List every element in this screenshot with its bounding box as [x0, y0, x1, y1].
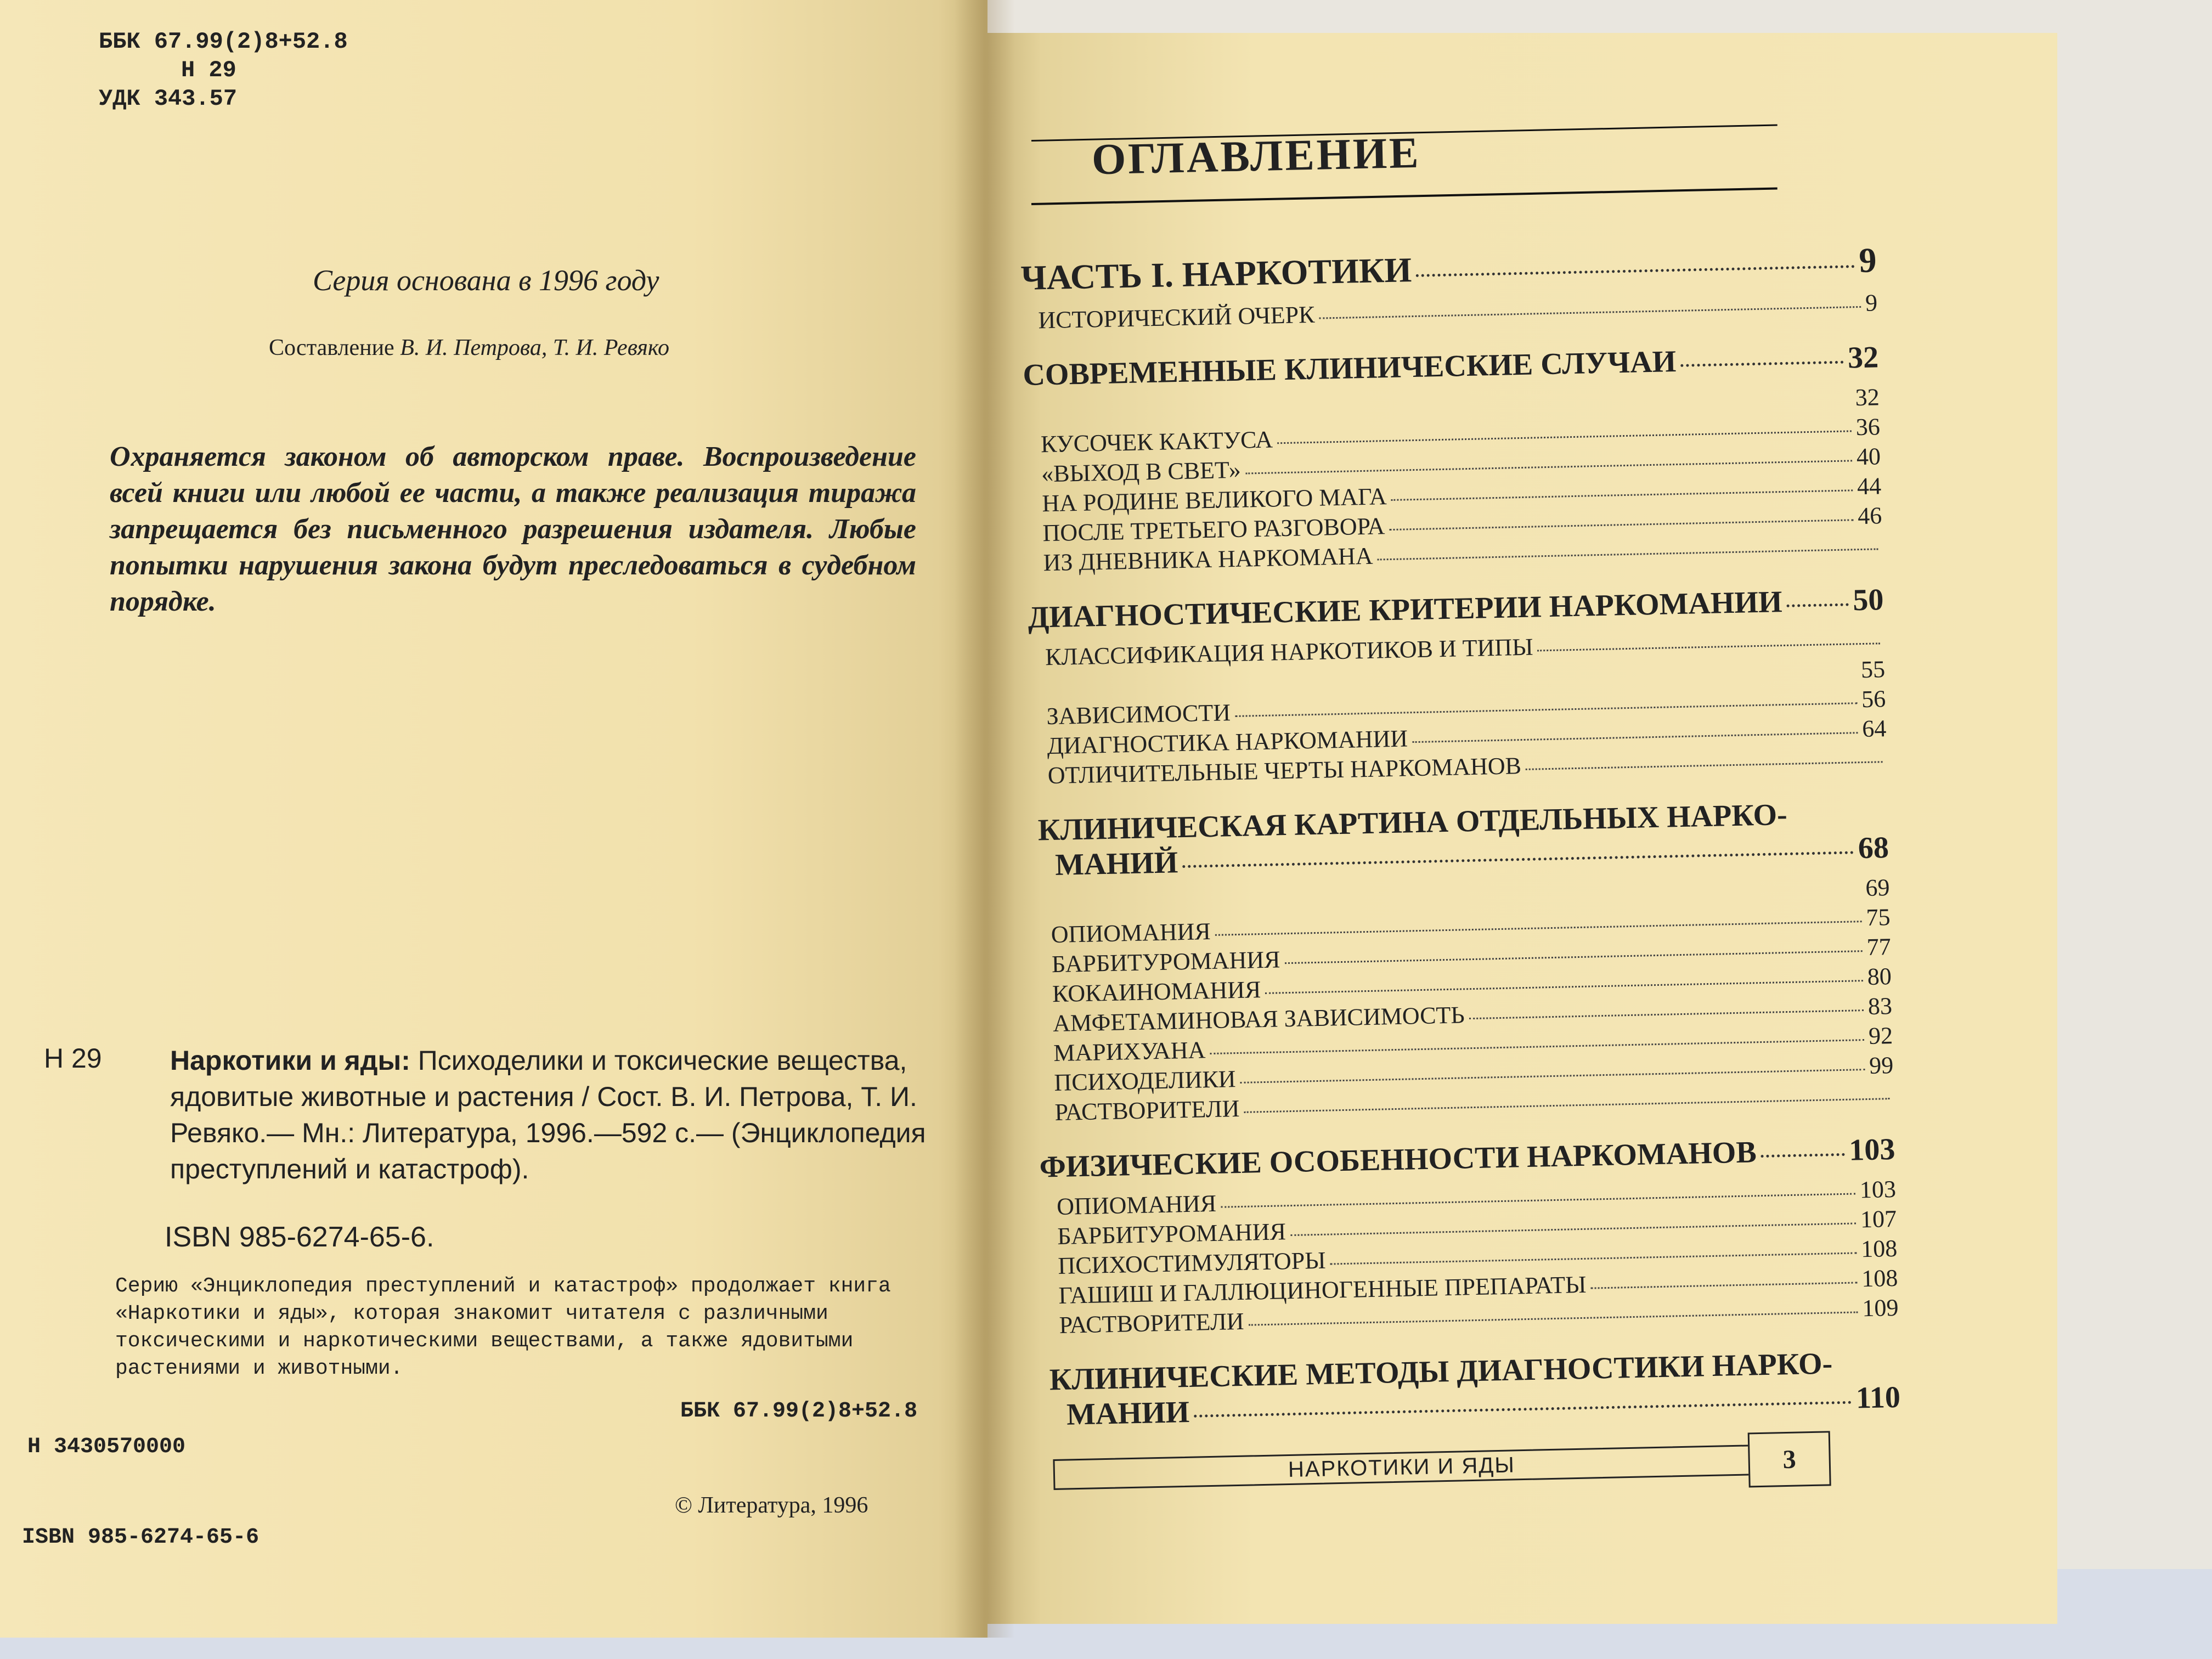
- toc-leader: [1319, 306, 1861, 319]
- compiled-by: [269, 335, 669, 361]
- toc-item-title: МАРИХУАНА: [1053, 1036, 1206, 1067]
- toc-leader: [1210, 1039, 1864, 1054]
- toc-chapter-page: 50: [1852, 583, 1884, 618]
- toc-leader: [1235, 702, 1857, 717]
- toc-item-title: АМФЕТАМИНОВАЯ ЗАВИСИМОСТЬ: [1052, 1001, 1465, 1037]
- toc-leader: [1245, 460, 1852, 474]
- bbk-bottom: ББК 67.99(2)8+52.8: [680, 1399, 918, 1424]
- toc-chapter-page: 110: [1855, 1380, 1901, 1415]
- toc-item-title: ДИАГНОСТИКА НАРКОМАНИИ: [1047, 725, 1408, 760]
- toc-item-page: 103: [1859, 1175, 1897, 1204]
- toc-item-page: 77: [1866, 933, 1892, 961]
- toc-item-title: РАСТВОРИТЕЛИ: [1054, 1094, 1240, 1126]
- toc-item-page: 40: [1856, 443, 1881, 471]
- bib-text: Психоделики и токсические вещества, ядовитые животные и растения / Сост. В. И. Петрова, Т. И. Ревяко.— Мн.: Литература, 1996.—592 с.— (Энциклопедия преступлений и катастроф).: [170, 1045, 926, 1184]
- toc-item-page: 64: [1861, 715, 1887, 743]
- author-mark: Н 29: [181, 57, 236, 83]
- toc-item-title: ПСИХОСТИМУЛЯТОРЫ: [1057, 1246, 1327, 1279]
- udk-code: УДК 343.57: [99, 86, 238, 112]
- toc-item-title: ЗАВИСИМОСТИ: [1046, 699, 1231, 730]
- toc-leader: [1265, 980, 1863, 994]
- toc-items: [1040, 1175, 1899, 1341]
- table-of-contents: [1020, 240, 1901, 1440]
- left-page: [0, 0, 988, 1638]
- toc-item-title: «ВЫХОД В СВЕТ»: [1041, 456, 1242, 488]
- toc-item-page: 9: [1865, 289, 1878, 317]
- toc-leader: [1182, 851, 1854, 868]
- toc-title: ОГЛАВЛЕНИЕ: [1091, 128, 1421, 184]
- toc-chapter-title: СОВРЕМЕННЫЕ КЛИНИЧЕСКИЕ СЛУЧАИ: [1022, 345, 1677, 392]
- toc-leader: [1221, 1193, 1855, 1207]
- toc-item-title: ИСТОРИЧЕСКИЙ ОЧЕРК: [1037, 301, 1315, 334]
- toc-leader: [1277, 430, 1852, 444]
- toc-item-title: ИЗ ДНЕВНИКА НАРКОМАНА: [1043, 542, 1374, 577]
- toc-item-page: 108: [1861, 1264, 1898, 1293]
- bib-title: Наркотики и яды:: [170, 1045, 410, 1076]
- toc-leader: [1538, 642, 1880, 651]
- toc-part-page: 9: [1858, 240, 1877, 280]
- toc-leader: [1378, 548, 1878, 560]
- toc-items: [1029, 625, 1887, 791]
- toc-item-page: 99: [1869, 1052, 1894, 1079]
- toc-item-title: РАСТВОРИТЕЛИ: [1059, 1307, 1245, 1339]
- toc-part-title: ЧАСТЬ I. НАРКОТИКИ: [1020, 250, 1412, 297]
- isbn-bottom: ISBN 985-6274-65-6: [22, 1525, 259, 1550]
- toc-item-page: 108: [1860, 1234, 1898, 1263]
- toc-leader: [1787, 603, 1849, 607]
- toc-leader: [1416, 265, 1854, 277]
- toc-chapter-title-line: КЛИНИЧЕСКАЯ КАРТИНА ОТДЕЛЬНЫХ НАРКО-: [1037, 797, 1788, 848]
- toc-item-page: 55: [1860, 656, 1886, 684]
- toc-chapter-title-line: КЛИНИЧЕСКИЕ МЕТОДЫ ДИАГНОСТИКИ НАРКО-: [1049, 1346, 1833, 1397]
- toc-item-title: БАРБИТУРОМАНИЯ: [1051, 946, 1280, 978]
- toc-chapter-page: 32: [1847, 340, 1879, 375]
- bbk-code: ББК 67.99(2)8+52.8: [99, 29, 348, 55]
- toc-leader: [1680, 361, 1843, 367]
- toc-chapter-page: 68: [1858, 831, 1889, 866]
- toc-item-title: НА РОДИНЕ ВЕЛИКОГО МАГА: [1041, 483, 1387, 517]
- compiled-names: В. И. Петрова, Т. И. Ревяко: [400, 335, 669, 360]
- toc-item-title: ГАШИШ И ГАЛЛЮЦИНОГЕННЫЕ ПРЕПАРАТЫ: [1058, 1271, 1587, 1309]
- toc-leader: [1330, 1252, 1857, 1265]
- toc-leader: [1761, 1153, 1845, 1158]
- classification-codes: [99, 27, 348, 113]
- toc-leader: [1285, 950, 1863, 964]
- copyright: © Литература, 1996: [675, 1493, 868, 1518]
- toc-leader: [1412, 732, 1858, 743]
- toc-item-page: 69: [1865, 874, 1890, 901]
- toc-leader: [1469, 1009, 1864, 1019]
- toc-item-page: 32: [1855, 383, 1880, 411]
- toc-leader: [1215, 921, 1862, 936]
- annotation: Серию «Энциклопедия преступлений и катастроф» продолжает книга «Наркотики и яды», которая знакомит читателя с различными токсическими и наркотическими веществами, а также ядовитыми растениями и животными.: [115, 1274, 891, 1380]
- bibliographic-record: [170, 1042, 949, 1187]
- copyright-notice: Охраняется законом об авторском праве. Воспроизведение всей книги или любой ее части, а также реализация тиража запрещается без письменного разрешения издателя. Любые попытки нарушения закона будут преследоваться в судебном порядке.: [110, 441, 916, 617]
- toc-item-title: КОКАИНОМАНИЯ: [1052, 976, 1261, 1008]
- series-founded: Серия основана в 1996 году: [313, 264, 659, 297]
- toc-leader: [1249, 1311, 1858, 1325]
- toc-leader: [1290, 1222, 1856, 1236]
- toc-leader: [1194, 1401, 1852, 1418]
- toc-item-page: 36: [1855, 413, 1881, 441]
- toc-leader: [1244, 1098, 1889, 1113]
- toc-chapter-page: 103: [1848, 1132, 1896, 1167]
- footer-label: НАРКОТИКИ И ЯДЫ: [1288, 1452, 1516, 1482]
- h-number: Н 3430570000: [27, 1435, 186, 1459]
- toc-item-title: БАРБИТУРОМАНИЯ: [1057, 1218, 1286, 1250]
- toc-chapter-title: МАНИЙ: [1054, 845, 1178, 882]
- toc-leader: [1590, 1282, 1857, 1289]
- toc-item-page: 92: [1868, 1022, 1893, 1049]
- toc-chapter-title: МАНИИ: [1066, 1395, 1190, 1432]
- toc-items: [1034, 873, 1894, 1128]
- toc-leader: [1389, 519, 1853, 531]
- toc-item-title: ПСИХОДЕЛИКИ: [1053, 1065, 1237, 1097]
- toc-chapter-title: ДИАГНОСТИЧЕСКИЕ КРИТЕРИИ НАРКОМАНИИ: [1028, 585, 1783, 635]
- bib-code: Н 29: [44, 1043, 102, 1074]
- toc-item-page: 44: [1857, 472, 1882, 500]
- toc-leader: [1240, 1069, 1865, 1084]
- toc-item-page: 75: [1866, 904, 1891, 931]
- isbn-main: ISBN 985-6274-65-6.: [165, 1221, 435, 1253]
- toc-item-title: КУСОЧЕК КАКТУСА: [1040, 426, 1273, 458]
- toc-item-page: 80: [1867, 963, 1892, 990]
- toc-item-title: КЛАССИФИКАЦИЯ НАРКОТИКОВ И ТИПЫ: [1045, 633, 1534, 671]
- toc-item-page: 109: [1861, 1294, 1899, 1322]
- toc-item-page: 56: [1861, 685, 1886, 713]
- compiled-label: Составление: [269, 335, 400, 360]
- toc-item-page: 83: [1867, 992, 1893, 1020]
- toc-item-title: ОПИОМАНИЯ: [1056, 1189, 1217, 1220]
- toc-item-page: 107: [1860, 1205, 1897, 1233]
- toc-chapter-title: ФИЗИЧЕСКИЕ ОСОБЕННОСТИ НАРКОМАНОВ: [1039, 1135, 1757, 1184]
- toc-items: [1023, 382, 1882, 578]
- page-number: 3: [1748, 1431, 1831, 1487]
- toc-body: [1022, 288, 1901, 1432]
- toc-leader: [1391, 489, 1853, 501]
- book-spine: [955, 0, 1015, 1638]
- toc-leader: [1526, 761, 1883, 770]
- toc-item-page: 46: [1857, 502, 1882, 530]
- toc-item-title: ОПИОМАНИЯ: [1051, 918, 1211, 949]
- toc-item-title: ПОСЛЕ ТРЕТЬЕГО РАЗГОВОРА: [1042, 512, 1385, 547]
- toc-item-title: ОТЛИЧИТЕЛЬНЫЕ ЧЕРТЫ НАРКОМАНОВ: [1047, 752, 1522, 789]
